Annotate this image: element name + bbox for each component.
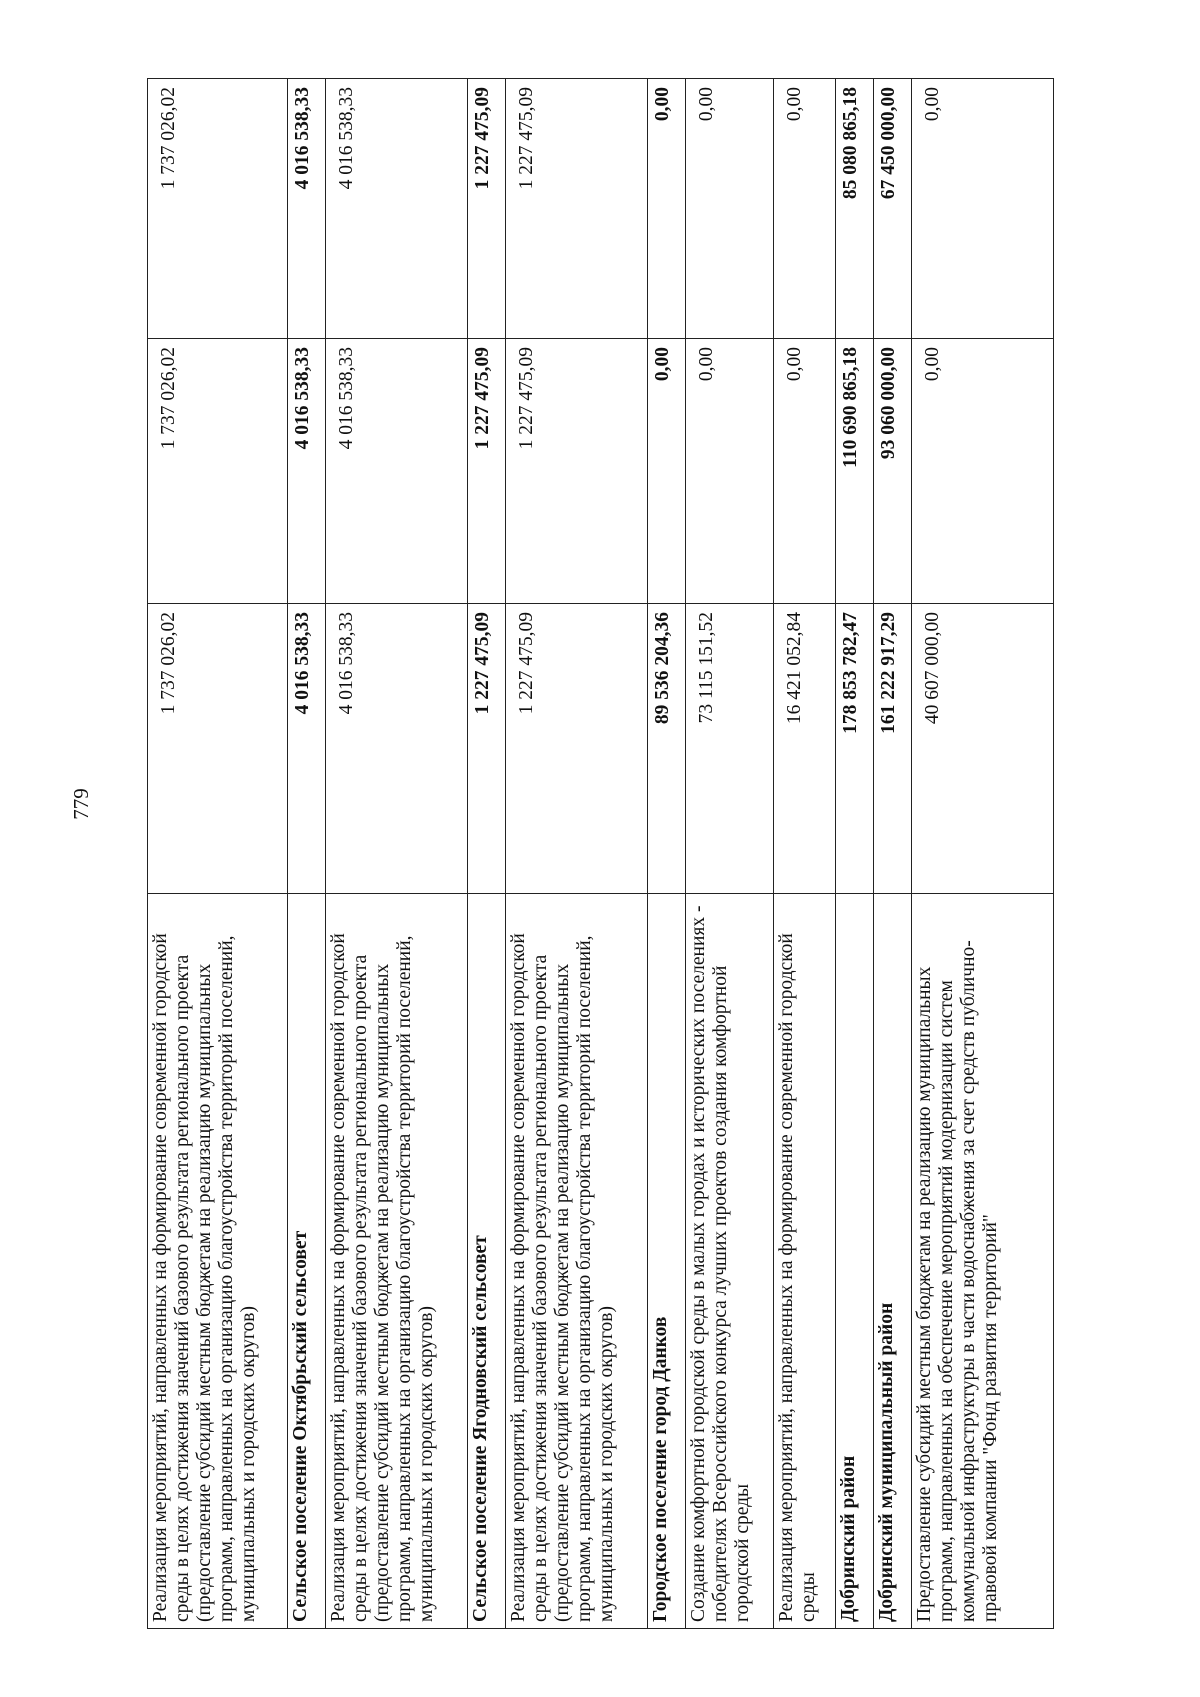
row-name: Сельское поселение Октябрьский сельсовет (288, 894, 326, 1629)
row-value-1: 178 853 782,47 (836, 604, 874, 894)
row-value-3: 0,00 (648, 79, 686, 339)
table-row (836, 79, 874, 1629)
row-value-1: 16 421 052,84 (774, 604, 836, 894)
row-value-3: 0,00 (912, 79, 1054, 339)
table-row (686, 79, 774, 1629)
budget-table-container (147, 79, 1053, 1629)
table-row (468, 79, 506, 1629)
row-value-3: 1 737 026,02 (148, 79, 288, 339)
row-value-3: 0,00 (774, 79, 836, 339)
row-value-2: 4 016 538,33 (288, 339, 326, 604)
row-name: Добринский район (836, 894, 874, 1629)
row-value-2: 1 737 026,02 (148, 339, 288, 604)
row-value-3: 0,00 (686, 79, 774, 339)
table-row (648, 79, 686, 1629)
table-row (874, 79, 912, 1629)
row-name: Реализация мероприятий, направленных на формирование современной городской среды в целях достижения значений базового результата регионального проекта (предоставление субсидий местным бюджетам на реализацию муниципальных программ, направленных на организацию благоустройства территорий поселений, муниципальных и городских округов) (148, 894, 288, 1629)
budget-table (147, 78, 1054, 1629)
row-value-1: 4 016 538,33 (288, 604, 326, 894)
row-value-1: 73 115 151,52 (686, 604, 774, 894)
row-value-1: 1 737 026,02 (148, 604, 288, 894)
row-value-3: 1 227 475,09 (506, 79, 648, 339)
row-name: Реализация мероприятий, направленных на формирование современной городской среды (774, 894, 836, 1629)
row-value-1: 4 016 538,33 (326, 604, 468, 894)
row-value-1: 161 222 917,29 (874, 604, 912, 894)
row-value-3: 67 450 000,00 (874, 79, 912, 339)
row-value-3: 4 016 538,33 (288, 79, 326, 339)
row-name: Реализация мероприятий, направленных на формирование современной городской среды в целях достижения значений базового результата регионального проекта (предоставление субсидий местным бюджетам на реализацию муниципальных программ, направленных на организацию благоустройства территорий поселений, муниципальных и городских округов) (326, 894, 468, 1629)
table-row (326, 79, 468, 1629)
row-value-1: 1 227 475,09 (506, 604, 648, 894)
row-value-2: 1 227 475,09 (506, 339, 648, 604)
table-row (506, 79, 648, 1629)
table-row (148, 79, 288, 1629)
row-name: Создание комфортной городской среды в малых городах и исторических поселениях - победителях Всероссийского конкурса лучших проектов создания комфортной городской среды (686, 894, 774, 1629)
row-value-3: 4 016 538,33 (326, 79, 468, 339)
table-row (912, 79, 1054, 1629)
page-number: 779 (69, 788, 93, 820)
row-value-2: 0,00 (648, 339, 686, 604)
row-value-2: 93 060 000,00 (874, 339, 912, 604)
row-name: Добринский муниципальный район (874, 894, 912, 1629)
table-row (774, 79, 836, 1629)
row-value-2: 110 690 865,18 (836, 339, 874, 604)
row-value-1: 1 227 475,09 (468, 604, 506, 894)
row-name: Реализация мероприятий, направленных на формирование современной городской среды в целях достижения значений базового результата регионального проекта (предоставление субсидий местным бюджетам на реализацию муниципальных программ, направленных на организацию благоустройства территорий поселений, муниципальных и городских округов) (506, 894, 648, 1629)
row-value-2: 0,00 (912, 339, 1054, 604)
row-value-2: 0,00 (774, 339, 836, 604)
row-value-2: 4 016 538,33 (326, 339, 468, 604)
row-value-1: 40 607 000,00 (912, 604, 1054, 894)
row-value-1: 89 536 204,36 (648, 604, 686, 894)
table-row (288, 79, 326, 1629)
row-name: Сельское поселение Ягодновский сельсовет (468, 894, 506, 1629)
row-value-2: 0,00 (686, 339, 774, 604)
row-name: Городское поселение город Данков (648, 894, 686, 1629)
row-value-3: 85 080 865,18 (836, 79, 874, 339)
row-value-3: 1 227 475,09 (468, 79, 506, 339)
row-name: Предоставление субсидий местным бюджетам на реализацию муниципальных программ, направленных на обеспечение мероприятий модернизации систем коммунальной инфраструктуры в части водоснабжения за счет средств публично-правовой компании "Фонд развития территорий" (912, 894, 1054, 1629)
row-value-2: 1 227 475,09 (468, 339, 506, 604)
